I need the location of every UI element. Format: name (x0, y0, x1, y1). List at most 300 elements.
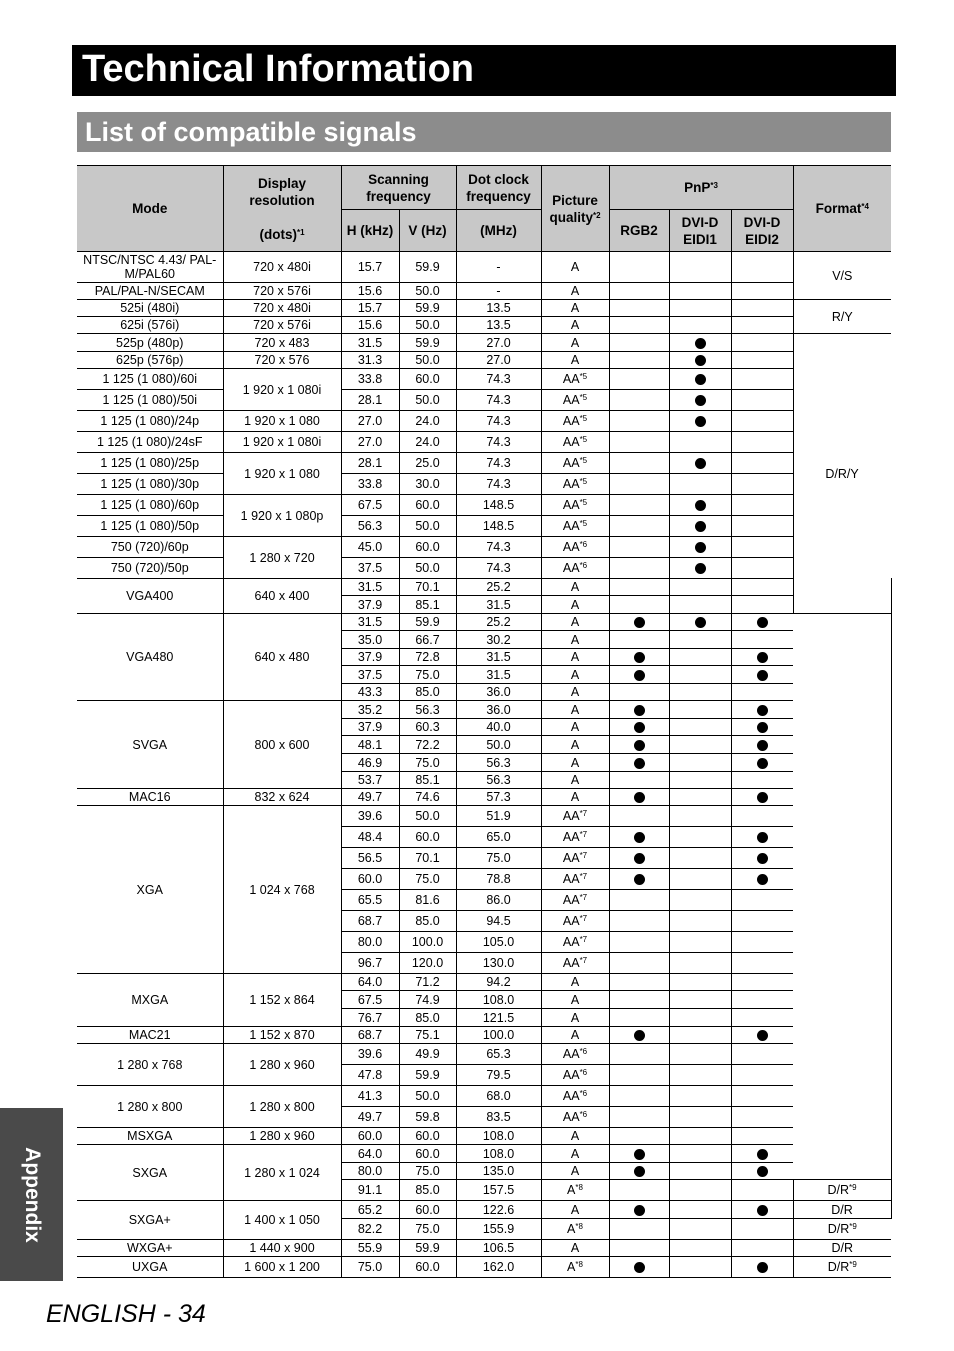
table-row (77, 283, 891, 300)
picture-quality-note: *7 (579, 893, 588, 902)
resolution-cell: 1 440 x 900 (223, 1240, 341, 1257)
h-khz-cell: 56.5 (341, 848, 399, 869)
supported-dot-icon (634, 705, 645, 716)
rgb2-cell (609, 1201, 669, 1219)
h-khz-cell: 37.9 (341, 649, 399, 666)
picture-quality-note: *5 (579, 435, 588, 444)
header-mhz: (MHz) (456, 210, 541, 252)
table-row (77, 369, 891, 390)
mhz-cell: 65.3 (456, 1044, 541, 1065)
mhz-cell: 31.5 (456, 666, 541, 684)
mhz-cell: 30.2 (456, 631, 541, 649)
picture-quality-note: *8 (575, 1183, 583, 1192)
table-row (77, 974, 891, 991)
rgb2-cell (609, 558, 669, 579)
picture-quality-value: A (570, 667, 580, 682)
v-hz-cell: 75.1 (399, 1027, 456, 1044)
supported-dot-icon (757, 652, 768, 663)
v-hz-cell: 25.0 (399, 453, 456, 474)
picture-quality-value: AA (562, 809, 580, 823)
picture-quality-cell (541, 684, 609, 701)
mhz-cell: 106.5 (456, 1240, 541, 1257)
dvi-eidi1-cell (669, 300, 731, 317)
format-cell (793, 1240, 891, 1257)
rgb2-cell (609, 869, 669, 890)
v-hz-cell: 59.9 (399, 614, 456, 631)
dvi-eidi2-cell (731, 631, 793, 649)
mhz-cell: - (456, 283, 541, 300)
dvi-eidi2-cell (731, 369, 793, 390)
supported-dot-icon (634, 874, 645, 885)
mode-cell: 525p (480p) (77, 334, 223, 352)
supported-dot-icon (634, 853, 645, 864)
dvi-eidi2-cell (731, 474, 793, 495)
picture-quality-value: AA (562, 1068, 580, 1082)
dvi-eidi1-cell (669, 1128, 731, 1145)
h-khz-cell: 64.0 (341, 974, 399, 991)
rgb2-cell (609, 719, 669, 736)
supported-dot-icon (634, 1205, 645, 1216)
h-khz-cell: 35.2 (341, 701, 399, 719)
dvi-eidi1-cell (669, 1065, 731, 1086)
dvi-eidi2-cell (731, 848, 793, 869)
dvi-eidi2-cell (731, 537, 793, 558)
v-hz-cell: 85.0 (399, 911, 456, 932)
picture-quality-note: *5 (579, 372, 588, 381)
h-khz-cell: 31.5 (341, 334, 399, 352)
supported-dot-icon (634, 722, 645, 733)
rgb2-cell (609, 252, 669, 283)
format-cell (793, 1201, 891, 1219)
picture-quality-cell (541, 453, 609, 474)
dvi-eidi1-cell (669, 631, 731, 649)
dvi-eidi2-cell (731, 516, 793, 537)
picture-quality-cell (541, 932, 609, 953)
v-hz-cell: 56.3 (399, 701, 456, 719)
picture-quality-cell (541, 890, 609, 911)
h-khz-cell: 82.2 (341, 1219, 399, 1240)
picture-quality-value: A (570, 615, 580, 629)
dvi-eidi1-cell (669, 495, 731, 516)
dvi-eidi1-cell (669, 890, 731, 911)
picture-quality-cell (541, 991, 609, 1009)
dvi-eidi1-cell (669, 1201, 731, 1219)
mode-cell: SVGA (77, 701, 223, 789)
picture-quality-cell (541, 252, 609, 283)
picture-quality-value: A (570, 1202, 580, 1217)
picture-quality-cell (541, 432, 609, 453)
rgb2-cell (609, 772, 669, 789)
header-scanning-frequency: Scanning frequency (341, 166, 456, 210)
supported-dot-icon (757, 1030, 768, 1041)
mhz-cell: 135.0 (456, 1163, 541, 1180)
h-khz-cell: 76.7 (341, 1009, 399, 1027)
v-hz-cell: 50.0 (399, 283, 456, 300)
picture-quality-cell (541, 352, 609, 369)
mhz-cell: 108.0 (456, 991, 541, 1009)
rgb2-cell (609, 1009, 669, 1027)
note-4: *4 (861, 202, 869, 211)
supported-dot-icon (757, 832, 768, 843)
picture-quality-note: *6 (579, 540, 588, 549)
v-hz-cell: 120.0 (399, 953, 456, 974)
resolution-cell: 1 280 x 960 (223, 1128, 341, 1145)
dvi-eidi2-cell (731, 252, 793, 283)
h-khz-cell: 33.8 (341, 474, 399, 495)
mode-cell: 1 125 (1 080)/50i (77, 390, 223, 411)
v-hz-cell: 59.9 (399, 1240, 456, 1257)
picture-quality-cell (541, 411, 609, 432)
mhz-cell: 74.3 (456, 369, 541, 390)
dvi-eidi1-cell (669, 614, 731, 631)
picture-quality-note: *5 (579, 456, 588, 465)
rgb2-cell (609, 596, 669, 614)
supported-dot-icon (757, 1166, 768, 1177)
h-khz-cell: 31.3 (341, 352, 399, 369)
dvi-eidi2-cell (731, 772, 793, 789)
mode-cell: VGA480 (77, 614, 223, 701)
picture-quality-cell (541, 369, 609, 390)
format-cell (793, 334, 891, 614)
picture-quality-value: A (570, 1146, 580, 1161)
table-row (77, 1201, 891, 1219)
supported-dot-icon (757, 722, 768, 733)
dvi-eidi2-cell (731, 666, 793, 684)
picture-quality-note: *5 (579, 414, 588, 423)
table-row (77, 806, 891, 827)
h-khz-cell: 46.9 (341, 754, 399, 772)
picture-quality-value: A (570, 353, 580, 367)
mode-cell: NTSC/NTSC 4.43/ PAL-M/PAL60 (77, 252, 223, 283)
supported-dot-icon (695, 416, 706, 427)
h-khz-cell: 39.6 (341, 1044, 399, 1065)
picture-quality-note: *7 (579, 830, 588, 839)
picture-quality-value: A (570, 1028, 580, 1042)
mhz-cell: 36.0 (456, 701, 541, 719)
rgb2-cell (609, 848, 669, 869)
table-row (77, 352, 891, 369)
picture-quality-cell (541, 317, 609, 334)
picture-quality-value: A (570, 597, 580, 612)
page-title: Technical Information (82, 48, 475, 90)
mhz-cell: 74.3 (456, 474, 541, 495)
picture-quality-value: A (570, 318, 580, 332)
picture-quality-value: AA (562, 1047, 580, 1061)
resolution-cell: 1 920 x 1 080i (223, 432, 341, 453)
page-footer: ENGLISH - 34 (46, 1300, 206, 1328)
picture-quality-cell (541, 1257, 609, 1278)
h-khz-cell: 80.0 (341, 1163, 399, 1180)
supported-dot-icon (695, 374, 706, 385)
table-row (77, 1128, 891, 1145)
h-khz-cell: 37.9 (341, 596, 399, 614)
v-hz-cell: 72.2 (399, 736, 456, 754)
v-hz-cell: 60.0 (399, 1201, 456, 1219)
picture-quality-value: A (570, 1241, 580, 1255)
resolution-cell: 1 400 x 1 050 (223, 1201, 341, 1240)
mode-cell: SXGA+ (77, 1201, 223, 1240)
mhz-cell: 25.2 (456, 614, 541, 631)
mhz-cell: 162.0 (456, 1257, 541, 1278)
mhz-cell: 105.0 (456, 932, 541, 953)
dvi-eidi2-cell (731, 283, 793, 300)
rgb2-cell (609, 932, 669, 953)
rgb2-cell (609, 300, 669, 317)
resolution-cell: 1 280 x 960 (223, 1044, 341, 1086)
picture-quality-cell (541, 614, 609, 631)
mode-cell: 1 125 (1 080)/50p (77, 516, 223, 537)
format-value: D/R (827, 1183, 849, 1197)
mode-cell: MAC16 (77, 789, 223, 806)
h-khz-cell: 48.1 (341, 736, 399, 754)
v-hz-cell: 50.0 (399, 352, 456, 369)
h-khz-cell: 15.6 (341, 317, 399, 334)
table-row (77, 300, 891, 317)
dvi-eidi2-cell (731, 579, 793, 596)
mhz-cell: 51.9 (456, 806, 541, 827)
mhz-cell: 148.5 (456, 516, 541, 537)
picture-quality-value: AA (562, 477, 580, 491)
dvi-eidi2-cell (731, 1145, 793, 1163)
dvi-eidi1-cell (669, 252, 731, 283)
format-value: R/Y (831, 309, 853, 324)
v-hz-cell: 70.1 (399, 579, 456, 596)
dvi-eidi1-cell (669, 390, 731, 411)
picture-quality-cell (541, 974, 609, 991)
mode-cell: MAC21 (77, 1027, 223, 1044)
picture-quality-value: AA (562, 372, 580, 386)
mhz-cell: 68.0 (456, 1086, 541, 1107)
dvi-eidi1-cell (669, 991, 731, 1009)
table-row (77, 495, 891, 516)
rgb2-cell (609, 432, 669, 453)
mhz-cell: 27.0 (456, 334, 541, 352)
h-khz-cell: 33.8 (341, 369, 399, 390)
header-pnp (609, 166, 793, 210)
picture-quality-value: AA (562, 393, 580, 407)
resolution-cell: 1 920 x 1 080p (223, 495, 341, 537)
picture-quality-note: *6 (579, 1068, 588, 1077)
dvi-eidi1-cell (669, 1145, 731, 1163)
v-hz-cell: 59.9 (399, 300, 456, 317)
mode-cell: 1 280 x 768 (77, 1044, 223, 1086)
picture-quality-value: A (570, 284, 580, 298)
h-khz-cell: 67.5 (341, 495, 399, 516)
mode-cell: VGA400 (77, 579, 223, 614)
resolution-cell: 1 024 x 768 (223, 806, 341, 974)
supported-dot-icon (695, 458, 706, 469)
rgb2-cell (609, 1027, 669, 1044)
note-2: *2 (592, 210, 601, 220)
resolution-cell: 720 x 576i (223, 283, 341, 300)
picture-quality-value: A (570, 720, 580, 734)
rgb2-cell (609, 614, 669, 631)
mode-cell: 1 125 (1 080)/25p (77, 453, 223, 474)
dvi-eidi2-cell (731, 890, 793, 911)
mhz-cell: - (456, 252, 541, 283)
supported-dot-icon (634, 652, 645, 663)
dvi-eidi1-cell (669, 1086, 731, 1107)
v-hz-cell: 59.9 (399, 334, 456, 352)
header-v-hz: V (Hz) (399, 210, 456, 252)
mode-cell: 750 (720)/60p (77, 537, 223, 558)
table-row (77, 453, 891, 474)
dvi-eidi2-cell (731, 806, 793, 827)
supported-dot-icon (757, 705, 768, 716)
picture-quality-cell (541, 1219, 609, 1240)
dvi-eidi1-cell (669, 684, 731, 701)
resolution-cell: 1 920 x 1 080 (223, 453, 341, 495)
h-khz-cell: 15.6 (341, 283, 399, 300)
dvi-eidi2-cell (731, 596, 793, 614)
table-row (77, 537, 891, 558)
mhz-cell: 13.5 (456, 300, 541, 317)
dvi-eidi2-cell (731, 827, 793, 848)
h-khz-cell: 96.7 (341, 953, 399, 974)
format-note: *9 (849, 1222, 857, 1231)
table-row (77, 390, 891, 411)
v-hz-cell: 70.1 (399, 848, 456, 869)
header-dots-label: (dots) (259, 226, 297, 242)
dvi-eidi2-cell (731, 869, 793, 890)
rgb2-cell (609, 495, 669, 516)
picture-quality-note: *7 (579, 956, 588, 965)
mhz-cell: 50.0 (456, 736, 541, 754)
h-khz-cell: 31.5 (341, 614, 399, 631)
picture-quality-value: A (570, 755, 580, 770)
dvi-eidi2-cell (731, 911, 793, 932)
picture-quality-note: *7 (579, 872, 588, 881)
picture-quality-note: *7 (579, 935, 588, 944)
picture-quality-value: AA (562, 935, 580, 949)
picture-quality-value: A (570, 685, 580, 699)
v-hz-cell: 75.0 (399, 1219, 456, 1240)
picture-quality-value: A (570, 1164, 580, 1178)
picture-quality-cell (541, 1163, 609, 1180)
rgb2-cell (609, 991, 669, 1009)
resolution-cell: 1 152 x 870 (223, 1027, 341, 1044)
format-cell (793, 252, 891, 300)
dvi-eidi1-cell (669, 789, 731, 806)
v-hz-cell: 50.0 (399, 1086, 456, 1107)
picture-quality-value: A (570, 790, 580, 804)
supported-dot-icon (757, 670, 768, 681)
dvi-eidi1-cell (669, 1257, 731, 1278)
supported-dot-icon (695, 542, 706, 553)
picture-quality-cell (541, 1009, 609, 1027)
picture-quality-value: AA (562, 456, 580, 470)
mode-cell: XGA (77, 806, 223, 974)
mhz-cell: 25.2 (456, 579, 541, 596)
resolution-cell: 1 920 x 1 080i (223, 369, 341, 411)
supported-dot-icon (757, 853, 768, 864)
dvi-eidi1-cell (669, 596, 731, 614)
h-khz-cell: 56.3 (341, 516, 399, 537)
h-khz-cell: 27.0 (341, 432, 399, 453)
dvi-eidi2-cell (731, 317, 793, 334)
v-hz-cell: 81.6 (399, 890, 456, 911)
picture-quality-cell (541, 390, 609, 411)
picture-quality-cell (541, 1180, 609, 1201)
dvi-eidi2-cell (731, 334, 793, 352)
mhz-cell: 122.6 (456, 1201, 541, 1219)
picture-quality-cell (541, 1201, 609, 1219)
rgb2-cell (609, 684, 669, 701)
dvi-eidi1-cell (669, 369, 731, 390)
supported-dot-icon (634, 758, 645, 769)
table-row (77, 1027, 891, 1044)
h-khz-cell: 64.0 (341, 1145, 399, 1163)
mode-cell: UXGA (77, 1257, 223, 1278)
v-hz-cell: 59.9 (399, 1065, 456, 1086)
dvi-eidi2-cell (731, 991, 793, 1009)
picture-quality-cell (541, 495, 609, 516)
supported-dot-icon (695, 521, 706, 532)
dvi-eidi1-cell (669, 317, 731, 334)
mhz-cell: 100.0 (456, 1027, 541, 1044)
h-khz-cell: 68.7 (341, 911, 399, 932)
dvi-eidi1-cell (669, 516, 731, 537)
header-format (793, 166, 891, 252)
format-value: D/R (831, 1202, 853, 1217)
supported-dot-icon (695, 338, 706, 349)
rgb2-cell (609, 1065, 669, 1086)
table-row (77, 432, 891, 453)
dvi-eidi2-cell (731, 1257, 793, 1278)
table-row (77, 701, 891, 719)
picture-quality-note: *7 (579, 914, 588, 923)
mode-cell: MXGA (77, 974, 223, 1027)
dvi-eidi2-cell (731, 789, 793, 806)
supported-dot-icon (757, 1262, 768, 1273)
mhz-cell: 121.5 (456, 1009, 541, 1027)
v-hz-cell: 59.9 (399, 252, 456, 283)
compatible-signals-table (77, 165, 891, 1278)
dvi-eidi1-cell (669, 911, 731, 932)
dvi-eidi1-cell (669, 666, 731, 684)
v-hz-cell: 60.3 (399, 719, 456, 736)
dvi-eidi1-cell (669, 701, 731, 719)
note-3: *3 (710, 181, 718, 190)
h-khz-cell: 37.5 (341, 666, 399, 684)
rgb2-cell (609, 1107, 669, 1128)
v-hz-cell: 50.0 (399, 516, 456, 537)
picture-quality-cell (541, 1044, 609, 1065)
v-hz-cell: 60.0 (399, 537, 456, 558)
resolution-cell: 1 600 x 1 200 (223, 1257, 341, 1278)
h-khz-cell: 65.2 (341, 1201, 399, 1219)
resolution-cell: 720 x 576i (223, 317, 341, 334)
dvi-eidi1-cell (669, 869, 731, 890)
mode-cell: 625p (576p) (77, 352, 223, 369)
format-cell (793, 300, 891, 334)
rgb2-cell (609, 1086, 669, 1107)
table-row (77, 1145, 891, 1163)
supported-dot-icon (695, 500, 706, 511)
table-row (77, 579, 891, 596)
table-row (77, 789, 891, 806)
rgb2-cell (609, 736, 669, 754)
picture-quality-cell (541, 649, 609, 666)
supported-dot-icon (695, 563, 706, 574)
mhz-cell: 27.0 (456, 352, 541, 369)
header-mode: Mode (77, 166, 223, 252)
h-khz-cell: 28.1 (341, 453, 399, 474)
picture-quality-note: *5 (579, 498, 588, 507)
mode-cell: PAL/PAL-N/SECAM (77, 283, 223, 300)
picture-quality-value: AA (562, 519, 580, 533)
picture-quality-cell (541, 283, 609, 300)
